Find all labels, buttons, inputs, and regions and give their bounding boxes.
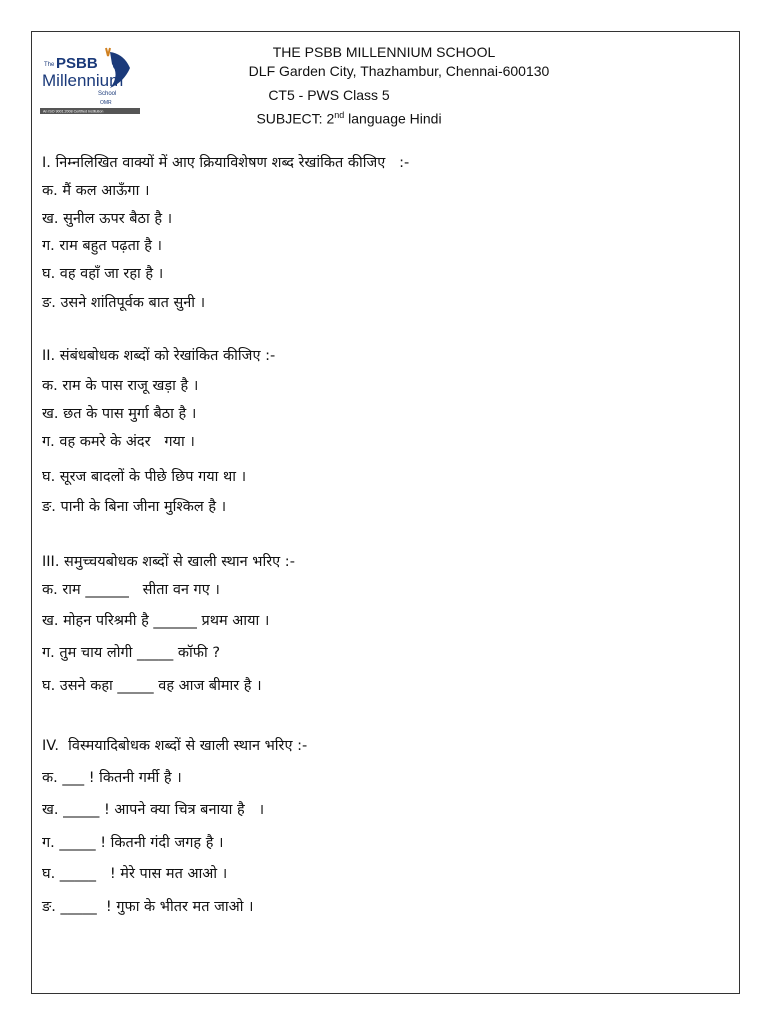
svg-text:An ISO 9001:2008 Certified Ins: An ISO 9001:2008 Certified Institution <box>43 109 104 114</box>
list-item: क. राम के पास राजू खड़ा है । <box>42 378 199 394</box>
list-item: ङ. पानी के बिना जीना मुश्किल है । <box>42 499 227 515</box>
list-item: ग. _____ ! कितनी गंदी जगह है । <box>42 835 224 851</box>
svg-text:School: School <box>98 91 117 97</box>
list-item: ङ. उसने शांतिपूर्वक बात सुनी । <box>42 295 206 311</box>
list-item: क. राम ______ सीता वन गए । <box>42 582 220 598</box>
list-item: घ. _____ ! मेरे पास मत आओ । <box>42 866 228 882</box>
list-item: घ. उसने कहा _____ वह आज बीमार है । <box>42 678 262 694</box>
svg-text:PSBB: PSBB <box>56 55 98 72</box>
list-item: घ. वह वहाँ जा रहा है । <box>42 266 164 282</box>
school-address: DLF Garden City, Thazhambur, Chennai-600130 <box>248 63 550 79</box>
subject-suffix: language Hindi <box>344 110 442 127</box>
list-item: क. मैं कल आऊँगा । <box>42 183 150 199</box>
school-name: THE PSBB MILLENNIUM SCHOOL <box>272 44 496 60</box>
subject-prefix: SUBJECT: 2 <box>256 110 335 127</box>
list-item: ग. तुम चाय लोगी _____ कॉफी ? <box>42 645 221 661</box>
list-item: क. ___ ! कितनी गर्मी है । <box>42 770 182 786</box>
list-item: ख. सुनील ऊपर बैठा है । <box>42 211 173 227</box>
list-item: ग. वह कमरे के अंदर गया । <box>42 434 195 450</box>
svg-text:OMR: OMR <box>100 100 112 106</box>
section-4-title: IV. विस्मयादिबोधक शब्दों से खाली स्थान भरिए :- <box>42 738 308 754</box>
list-item: ख. छत के पास मुर्गा बैठा है । <box>42 406 197 422</box>
list-item: ङ. _____ ! गुफा के भीतर मत जाओ । <box>42 899 254 915</box>
list-item: ख. मोहन परिश्रमी है ______ प्रथम आया । <box>42 613 270 629</box>
svg-text:The: The <box>44 62 55 68</box>
test-title: CT5 - PWS Class 5 <box>268 87 390 103</box>
list-item: ग. राम बहुत पढ़ता है । <box>42 238 163 254</box>
subject-line <box>0 110 733 127</box>
list-item: ख. _____ ! आपने क्या चित्र बनाया है । <box>42 802 265 818</box>
section-3-title: III. समुच्चयबोधक शब्दों से खाली स्थान भरिए :- <box>42 554 295 570</box>
svg-text:Millennium: Millennium <box>42 71 124 90</box>
subject-sup: nd <box>334 110 345 120</box>
section-1-title: I. निम्नलिखित वाक्यों में आए क्रियाविशेषण शब्द रेखांकित कीजिए :- <box>42 155 410 171</box>
list-item: घ. सूरज बादलों के पीछे छिप गया था । <box>42 469 247 485</box>
section-2-title: II. संबंधबोधक शब्दों को रेखांकित कीजिए :- <box>42 348 276 364</box>
